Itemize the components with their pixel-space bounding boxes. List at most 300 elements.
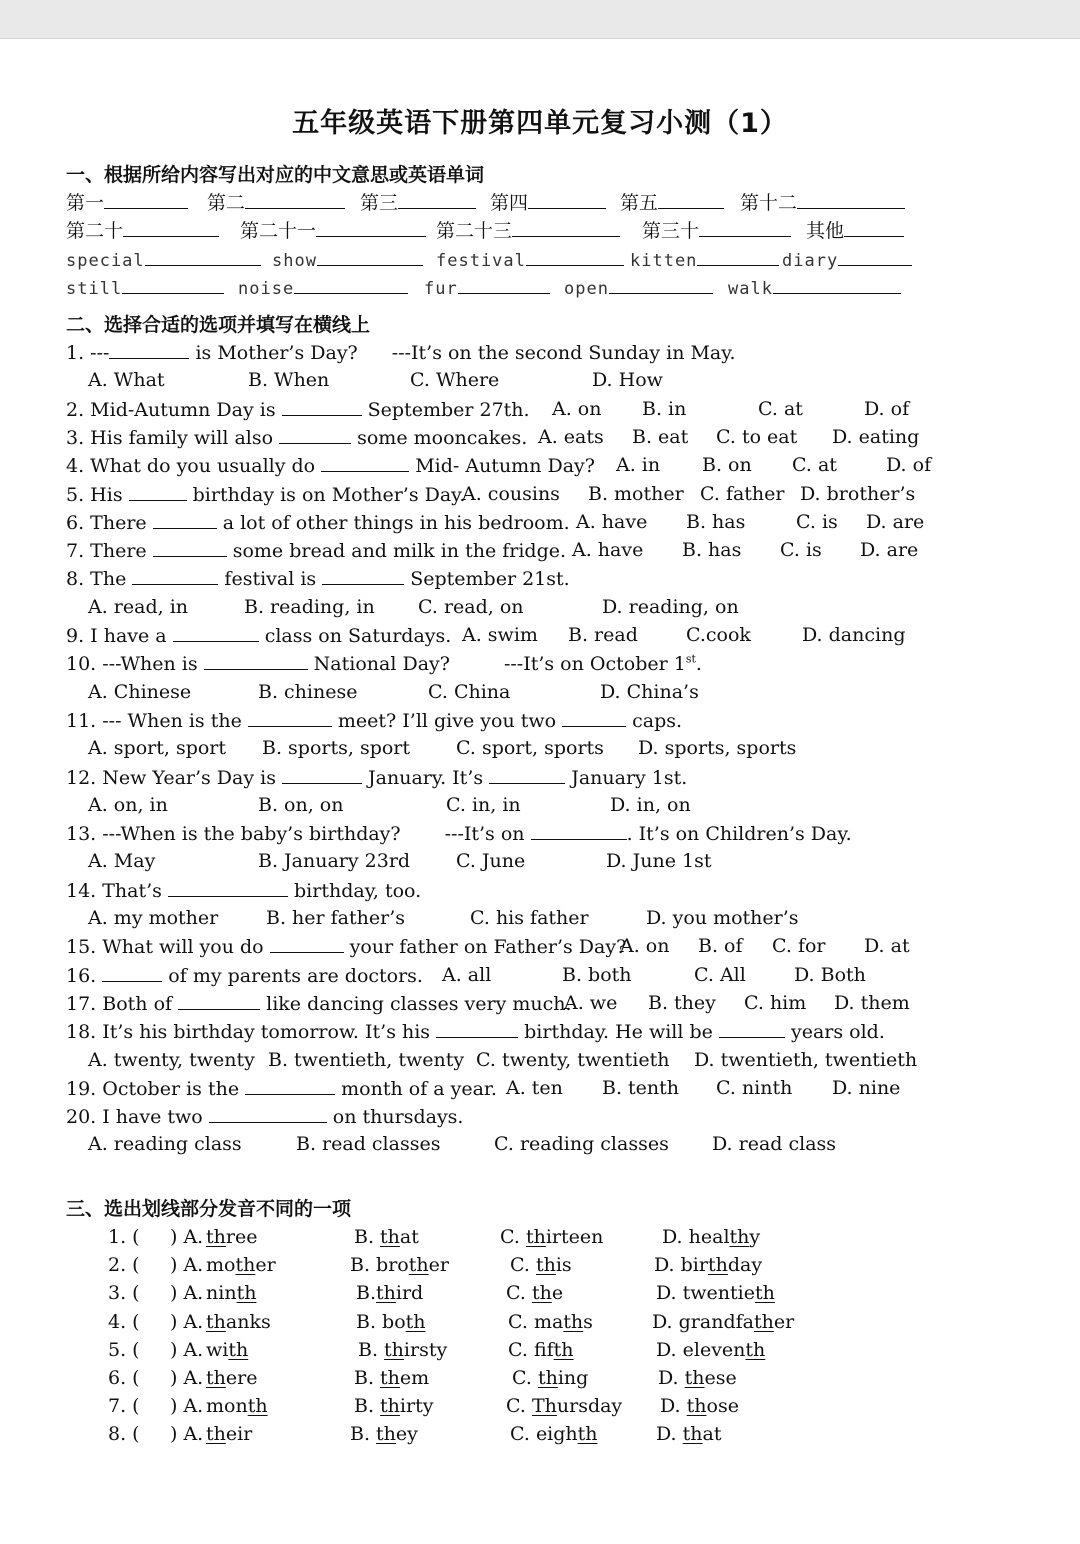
option-suffix: irty	[399, 1395, 434, 1418]
vocab-word: 第二十	[66, 220, 124, 242]
question-text: birthday, too.	[287, 879, 422, 902]
answer-blank[interactable]	[245, 1074, 335, 1095]
answer-blank[interactable]	[436, 1017, 518, 1038]
answer-option[interactable]: C. father	[700, 482, 785, 505]
answer-blank[interactable]	[321, 451, 409, 472]
answer-option[interactable]: B. twentieth, twenty	[268, 1048, 465, 1071]
question-row	[0, 649, 1080, 677]
pronunciation-option[interactable]	[206, 1279, 256, 1307]
vocab-word: walk	[728, 279, 773, 299]
underlined-letters: th	[754, 1282, 775, 1305]
answer-blank[interactable]	[699, 216, 791, 237]
option-prefix: D.	[658, 1367, 685, 1389]
underlined-letters: th	[553, 1338, 574, 1361]
option-suffix: at	[399, 1226, 419, 1248]
answer-blank[interactable]	[773, 273, 901, 294]
question-stem	[66, 876, 421, 905]
option-suffix: irsty	[403, 1338, 448, 1361]
answer-blank[interactable]	[153, 508, 217, 529]
answer-option[interactable]: D. How	[592, 369, 663, 392]
pronunciation-option[interactable]	[206, 1308, 271, 1336]
item-choice-close: ) A.	[170, 1423, 204, 1446]
answer-option[interactable]: B. has	[686, 510, 746, 533]
question-text: January. It’s	[362, 766, 490, 789]
item-choice-close: ) A.	[170, 1254, 204, 1277]
item-choice-close: ) A.	[170, 1226, 204, 1248]
pronunciation-option[interactable]	[500, 1223, 603, 1251]
underlined-letters: th	[525, 1226, 546, 1248]
option-prefix: C. fif	[508, 1338, 554, 1361]
answer-blank[interactable]	[526, 245, 624, 266]
pronunciation-option[interactable]	[656, 1420, 721, 1448]
answer-option[interactable]: A. reading class	[88, 1133, 242, 1156]
answer-option[interactable]: A. on	[552, 397, 602, 420]
pronunciation-option[interactable]	[356, 1308, 426, 1336]
option-prefix: D. heal	[662, 1226, 730, 1248]
answer-option[interactable]: B. sports, sport	[262, 737, 411, 760]
answer-option[interactable]: A. What	[88, 369, 165, 392]
vocab-word: 第二十一	[240, 220, 317, 242]
answer-option[interactable]: A. sport, sport	[88, 737, 227, 760]
answer-option[interactable]: D. nine	[832, 1076, 901, 1099]
answer-blank[interactable]	[531, 819, 627, 840]
vocab-row-4	[0, 273, 1080, 301]
question-stem	[66, 989, 572, 1018]
question-stem	[66, 508, 570, 537]
question-row	[0, 480, 1080, 508]
answer-blank[interactable]	[316, 216, 426, 237]
option-prefix: C.	[512, 1367, 538, 1389]
answer-option[interactable]: C. sport, sports	[456, 737, 604, 760]
option-prefix: D.	[656, 1423, 683, 1446]
pronunciation-option[interactable]	[206, 1364, 257, 1392]
item-number: 7. (	[108, 1395, 140, 1418]
answer-option[interactable]: B. has	[682, 539, 742, 562]
question-text: st	[685, 652, 696, 666]
answer-blank[interactable]	[719, 1017, 785, 1038]
answer-option[interactable]: B. of	[698, 935, 743, 958]
answer-blank[interactable]	[294, 273, 408, 294]
underlined-letters: th	[384, 1338, 404, 1361]
answer-blank[interactable]	[322, 564, 404, 585]
answer-option[interactable]: C. reading classes	[494, 1133, 669, 1156]
pronunciation-row	[0, 1223, 1080, 1251]
question-text: years old.	[784, 1021, 885, 1044]
vocab-word: 第十二	[740, 192, 798, 214]
vocab-word: 第三	[360, 192, 399, 214]
vocab-word: 第四	[490, 192, 529, 214]
page-title: 五年级英语下册第四单元复习小测（1）	[292, 108, 788, 139]
question-stem	[66, 649, 702, 678]
options-row	[0, 1130, 1080, 1158]
question-text: 7. There	[66, 540, 153, 563]
answer-blank[interactable]	[270, 932, 344, 953]
answer-blank[interactable]	[279, 423, 351, 444]
answer-blank[interactable]	[528, 188, 606, 209]
option-prefix: C.	[506, 1282, 532, 1305]
answer-option[interactable]: D. of	[864, 397, 910, 420]
pronunciation-option[interactable]	[656, 1336, 765, 1364]
option-prefix: wi	[206, 1338, 229, 1361]
question-text: caps.	[626, 709, 683, 732]
answer-blank[interactable]	[697, 245, 779, 266]
answer-option[interactable]: C. to eat	[716, 425, 798, 448]
answer-option[interactable]: D. sports, sports	[638, 737, 797, 760]
answer-blank[interactable]	[609, 273, 713, 294]
answer-blank[interactable]	[512, 216, 620, 237]
answer-option[interactable]: D. you mother’s	[646, 907, 799, 929]
vocab-word: noise	[238, 279, 295, 299]
pronunciation-option[interactable]	[206, 1223, 257, 1251]
question-row	[0, 1017, 1080, 1045]
answer-option[interactable]: D. twentieth, twentieth	[694, 1048, 918, 1071]
vocab-row-3	[0, 245, 1080, 273]
answer-blank[interactable]	[317, 245, 423, 266]
option-suffix: e	[551, 1282, 564, 1305]
answer-option[interactable]: D. Both	[794, 963, 866, 986]
answer-option[interactable]: D. read class	[712, 1133, 837, 1156]
answer-option[interactable]: A. cousins	[462, 482, 560, 505]
answer-option[interactable]: A. we	[564, 991, 618, 1014]
question-text: like dancing classes very much.	[260, 992, 572, 1015]
question-text: 3. His family will also	[66, 426, 280, 449]
underlined-letters: th	[408, 1254, 429, 1277]
item-number: 6. (	[108, 1367, 140, 1389]
question-text: birthday is on Mother’s Day.	[186, 483, 466, 506]
pronunciation-option[interactable]	[354, 1223, 419, 1251]
answer-blank[interactable]	[282, 395, 362, 416]
underlined-letters: th	[531, 1282, 552, 1305]
answer-blank[interactable]	[458, 273, 550, 294]
option-prefix: mo	[206, 1254, 236, 1277]
question-text: 4. What do you usually do	[66, 455, 322, 478]
underlined-letters: th	[535, 1254, 556, 1277]
option-prefix: D. bir	[654, 1254, 708, 1277]
answer-blank[interactable]	[168, 876, 288, 897]
answer-option[interactable]: A. have	[576, 510, 648, 533]
answer-option[interactable]: C. him	[744, 991, 807, 1014]
pronunciation-option[interactable]	[506, 1279, 563, 1307]
pronunciation-option[interactable]	[356, 1279, 423, 1307]
options-row	[0, 847, 1080, 875]
answer-option[interactable]: B. her father’s	[266, 907, 405, 929]
answer-blank[interactable]	[145, 245, 261, 266]
pronunciation-option[interactable]	[206, 1420, 252, 1448]
answer-blank[interactable]	[173, 621, 259, 642]
pronunciation-option[interactable]	[354, 1364, 429, 1392]
answer-option[interactable]: A. in	[616, 454, 661, 477]
answer-option[interactable]: C. in, in	[446, 793, 521, 816]
answer-option[interactable]: B. reading, in	[244, 595, 375, 618]
question-text: month of a year.	[335, 1077, 497, 1100]
question-text: 13. ---When is the baby’s birthday?	[66, 823, 401, 846]
answer-blank[interactable]	[245, 188, 345, 209]
answer-blank[interactable]	[209, 1102, 327, 1123]
answer-option[interactable]: A. read, in	[88, 595, 189, 618]
answer-option[interactable]: A. on	[620, 935, 670, 958]
answer-blank[interactable]	[122, 273, 224, 294]
answer-option[interactable]: C. for	[772, 935, 826, 958]
question-text: 17. Both of	[66, 992, 179, 1015]
answer-option[interactable]: B. in	[642, 397, 687, 420]
answer-option[interactable]: D. June 1st	[606, 850, 712, 873]
answer-option[interactable]: C. Where	[410, 369, 500, 392]
answer-blank[interactable]	[398, 188, 476, 209]
answer-option[interactable]: A. all	[442, 963, 492, 986]
underlined-letters: th	[684, 1367, 705, 1389]
answer-option[interactable]: A. twenty, twenty	[88, 1048, 255, 1071]
option-prefix: B.	[354, 1226, 381, 1248]
vocab-word: 第二	[207, 192, 246, 214]
answer-option[interactable]: B. on	[702, 454, 752, 477]
question-text: .	[695, 653, 702, 676]
answer-option[interactable]: D. eating	[832, 425, 920, 448]
answer-option[interactable]: D. of	[886, 454, 932, 477]
answer-blank[interactable]	[562, 706, 626, 727]
pronunciation-option[interactable]	[506, 1392, 622, 1420]
option-prefix: B. bro	[350, 1254, 409, 1277]
answer-option[interactable]: C. ninth	[716, 1076, 793, 1099]
question-row	[0, 932, 1080, 960]
answer-option[interactable]: A. on, in	[88, 793, 168, 816]
answer-blank[interactable]	[489, 763, 565, 784]
question-text: 20. I have two	[66, 1106, 209, 1129]
answer-blank[interactable]	[123, 216, 219, 237]
answer-option[interactable]: A. eats	[538, 425, 604, 448]
underlined-letters: th	[380, 1226, 400, 1248]
answer-blank[interactable]	[129, 480, 187, 501]
question-text: September 27th.	[361, 398, 530, 421]
answer-option[interactable]: C. at	[758, 397, 803, 420]
pronunciation-option[interactable]	[508, 1308, 593, 1336]
option-suffix: at	[702, 1423, 722, 1446]
answer-blank[interactable]	[204, 649, 308, 670]
option-suffix: anks	[225, 1310, 271, 1333]
pronunciation-option[interactable]	[654, 1251, 762, 1279]
option-prefix: B.	[358, 1338, 385, 1361]
answer-option[interactable]: C. at	[792, 454, 837, 477]
answer-option[interactable]: A. ten	[506, 1076, 563, 1099]
answer-option[interactable]: B. they	[648, 991, 716, 1014]
answer-option[interactable]: C. read, on	[418, 595, 524, 618]
option-prefix: C.	[500, 1226, 526, 1248]
option-prefix: C. eigh	[510, 1423, 578, 1446]
options-row	[0, 791, 1080, 819]
answer-option[interactable]: A. have	[572, 539, 644, 562]
underlined-letters: th	[537, 1367, 558, 1389]
question-text: 12. New Year’s Day is	[66, 766, 283, 789]
answer-option[interactable]: B. mother	[588, 482, 684, 505]
pronunciation-option[interactable]	[652, 1308, 794, 1336]
question-row	[0, 819, 1080, 847]
answer-option[interactable]: D. dancing	[802, 624, 906, 646]
question-row	[0, 395, 1080, 423]
question-text: ---It’s on October 1	[503, 653, 686, 676]
option-prefix: D. twentie	[656, 1282, 755, 1305]
option-prefix: B.	[350, 1423, 377, 1446]
question-text: 8. The	[66, 568, 133, 591]
option-suffix: ursday	[556, 1395, 623, 1418]
answer-option[interactable]: B. read classes	[296, 1133, 441, 1156]
answer-option[interactable]: C. June	[456, 850, 526, 873]
answer-blank[interactable]	[178, 989, 260, 1010]
answer-option[interactable]: B. January 23rd	[258, 850, 411, 873]
answer-blank[interactable]	[282, 763, 362, 784]
answer-option[interactable]: B. chinese	[258, 680, 358, 703]
option-suffix: ing	[557, 1367, 589, 1389]
pronunciation-option[interactable]	[350, 1420, 418, 1448]
option-suffix: eir	[225, 1423, 253, 1446]
pronunciation-option[interactable]	[662, 1223, 760, 1251]
option-prefix: B.	[356, 1282, 377, 1305]
question-text: 11. --- When is the	[66, 709, 248, 732]
underlined-letters: th	[247, 1395, 268, 1418]
item-choice-close: ) A.	[170, 1282, 204, 1305]
answer-option[interactable]: C. twenty, twentieth	[476, 1048, 670, 1071]
underlined-letters: th	[206, 1226, 226, 1248]
question-text: of my parents are doctors.	[162, 964, 423, 987]
answer-option[interactable]: D. reading, on	[602, 595, 739, 618]
pronunciation-option[interactable]	[206, 1392, 268, 1420]
answer-blank[interactable]	[838, 245, 912, 266]
option-prefix: C. ma	[508, 1310, 564, 1333]
underlined-letters: th	[729, 1226, 750, 1248]
question-text: class on Saturdays.	[258, 625, 452, 647]
answer-option[interactable]: B. When	[248, 369, 330, 392]
question-text: 16.	[66, 964, 103, 987]
answer-option[interactable]: B. read	[568, 624, 638, 646]
options-row	[0, 904, 1080, 932]
pronunciation-option[interactable]	[658, 1364, 737, 1392]
pronunciation-option[interactable]	[656, 1279, 775, 1307]
question-row	[0, 989, 1080, 1017]
question-text: 5. His	[66, 483, 129, 506]
pronunciation-option[interactable]	[354, 1392, 433, 1420]
answer-blank[interactable]	[132, 564, 218, 585]
question-stem	[66, 423, 527, 452]
option-suffix: er	[773, 1310, 795, 1333]
underlined-letters: th	[563, 1310, 584, 1333]
worksheet-page	[0, 39, 1080, 1544]
vocab-row-2	[0, 216, 1080, 244]
option-prefix: nin	[206, 1282, 237, 1305]
answer-option[interactable]: D. are	[866, 510, 925, 533]
option-prefix: B. bo	[356, 1310, 406, 1333]
vocab-word: 第五	[620, 192, 659, 214]
pronunciation-option[interactable]	[510, 1420, 598, 1448]
answer-option[interactable]: C. China	[428, 680, 511, 703]
answer-blank[interactable]	[153, 536, 227, 557]
pronunciation-option[interactable]	[660, 1392, 739, 1420]
option-suffix: ree	[225, 1226, 258, 1248]
pronunciation-option[interactable]	[510, 1251, 572, 1279]
vocab-word: show	[272, 251, 317, 271]
pronunciation-row	[0, 1392, 1080, 1420]
answer-option[interactable]: B. on, on	[258, 793, 344, 816]
answer-option[interactable]: C. All	[694, 963, 746, 986]
answer-option[interactable]: C. is	[796, 510, 838, 533]
underlined-letters: th	[235, 1254, 256, 1277]
answer-option[interactable]: D. China’s	[600, 680, 699, 703]
question-text: some bread and milk in the fridge.	[226, 540, 567, 563]
pronunciation-option[interactable]	[508, 1336, 574, 1364]
answer-blank[interactable]	[248, 706, 332, 727]
answer-option[interactable]: A. swim	[462, 624, 538, 646]
answer-option[interactable]: C. is	[780, 539, 822, 562]
answer-option[interactable]: B. tenth	[602, 1076, 680, 1099]
question-text: meet? I’ll give you two	[331, 709, 563, 732]
question-text: National Day?	[307, 653, 450, 676]
question-text: 18. It’s his birthday tomorrow. It’s his	[66, 1021, 437, 1044]
underlined-letters: th	[745, 1338, 766, 1361]
pronunciation-option[interactable]	[358, 1336, 447, 1364]
question-stem	[66, 395, 530, 424]
answer-blank[interactable]	[104, 188, 188, 209]
item-choice-close: ) A.	[170, 1367, 204, 1389]
option-suffix: ere	[225, 1367, 258, 1389]
answer-blank[interactable]	[797, 188, 905, 209]
question-stem	[66, 1074, 497, 1103]
option-suffix: is	[555, 1254, 572, 1277]
answer-blank[interactable]	[844, 216, 904, 237]
pronunciation-option[interactable]	[206, 1251, 276, 1279]
question-row	[0, 508, 1080, 536]
question-stem	[66, 1017, 885, 1046]
vocab-word: special	[66, 251, 145, 271]
option-suffix: ey	[395, 1423, 418, 1446]
option-suffix: ose	[706, 1395, 739, 1418]
answer-option[interactable]: A. May	[88, 850, 156, 873]
answer-option[interactable]: D. them	[834, 991, 910, 1014]
pronunciation-option[interactable]	[206, 1336, 248, 1364]
answer-option[interactable]: B. eat	[632, 425, 689, 448]
underlined-letters: th	[206, 1310, 226, 1333]
underlined-letters: th	[376, 1282, 396, 1305]
answer-option[interactable]: D. brother’s	[800, 482, 916, 505]
question-stem	[66, 706, 682, 735]
underlined-letters: th	[206, 1423, 226, 1446]
item-choice-close: ) A.	[170, 1338, 204, 1361]
underlined-letters: th	[206, 1367, 226, 1389]
item-number: 2. (	[108, 1254, 140, 1277]
question-text: on thursdays.	[326, 1106, 464, 1129]
answer-option[interactable]: D. at	[864, 935, 910, 958]
answer-option[interactable]: B. both	[562, 963, 632, 986]
answer-option[interactable]: C.cook	[686, 624, 751, 646]
answer-option[interactable]: D. in, on	[610, 793, 691, 816]
vocab-word: fur	[424, 279, 458, 299]
options-row	[0, 593, 1080, 621]
pronunciation-row	[0, 1364, 1080, 1392]
question-text: 10. ---When is	[66, 653, 204, 676]
answer-option[interactable]: C. his father	[470, 907, 589, 929]
question-stem	[66, 480, 465, 509]
options-row	[0, 678, 1080, 706]
pronunciation-option[interactable]	[512, 1364, 588, 1392]
answer-blank[interactable]	[109, 338, 189, 359]
answer-option[interactable]: A. my mother	[88, 907, 219, 929]
item-number: 1. (	[108, 1226, 140, 1248]
underlined-letters: th	[236, 1282, 257, 1305]
answer-option[interactable]: D. are	[860, 539, 919, 562]
pronunciation-row	[0, 1420, 1080, 1448]
pronunciation-option[interactable]	[350, 1251, 449, 1279]
answer-blank[interactable]	[658, 188, 724, 209]
answer-blank[interactable]	[102, 961, 162, 982]
answer-option[interactable]: A. Chinese	[88, 680, 192, 703]
underlined-letters: th	[380, 1395, 400, 1418]
question-row	[0, 876, 1080, 904]
